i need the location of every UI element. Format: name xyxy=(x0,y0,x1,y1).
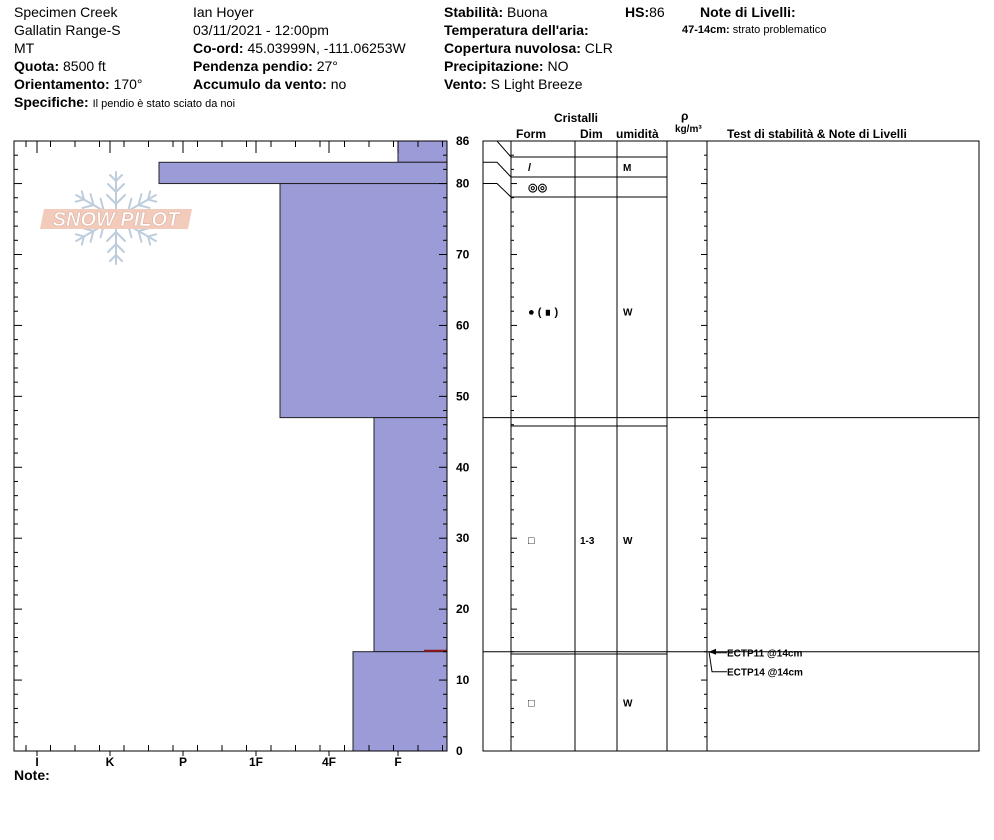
density-unit-header: kg/m³ xyxy=(675,124,702,135)
location-name: Specimen Creek xyxy=(14,4,118,20)
hardness-tick-label: I xyxy=(35,755,39,769)
wind-label: Vento: xyxy=(444,76,487,92)
layer-note-depth: 47-14cm: xyxy=(682,24,730,36)
wind-loading-label: Accumulo da vento: xyxy=(193,76,327,92)
specifics-label: Specifiche: xyxy=(14,94,89,110)
elevation-value: 8500 ft xyxy=(63,58,106,74)
test-arrow-icon xyxy=(709,649,716,655)
depth-tick-label: 10 xyxy=(456,673,470,688)
state-name: MT xyxy=(14,40,35,56)
hardness-layers xyxy=(159,141,447,751)
aspect-value: 170° xyxy=(113,76,143,92)
form-header: Form xyxy=(516,127,546,141)
stability-test-label: ECTP14 @14cm xyxy=(727,667,803,679)
grain-form: □ xyxy=(528,535,535,547)
depth-tick-label: 70 xyxy=(456,247,470,262)
notes-label: Note: xyxy=(14,767,50,783)
crystals-header: Cristalli xyxy=(554,111,599,125)
elevation-label: Quota: xyxy=(14,58,60,74)
aspect-label: Orientamento: xyxy=(14,76,110,92)
moisture-value: W xyxy=(623,698,633,710)
rho-header: ρ xyxy=(681,109,689,123)
hardness-tick-label: K xyxy=(105,755,115,769)
wind-loading-value: no xyxy=(330,76,347,92)
coords-label: Co-ord: xyxy=(193,40,244,56)
moisture-value: W xyxy=(623,536,633,547)
hardness-layer-0 xyxy=(398,141,447,162)
observation-datetime: 03/11/2021 - 12:00pm xyxy=(193,22,329,38)
wind-value: S Light Breeze xyxy=(490,76,583,92)
depth-tick-label: 30 xyxy=(456,531,470,546)
cloud-value: CLR xyxy=(584,40,613,56)
depth-tick-label: 20 xyxy=(456,602,470,617)
hardness-layer-4 xyxy=(353,652,447,751)
grain-form: / xyxy=(528,162,532,174)
layer-note-text: strato problematico xyxy=(732,24,827,36)
depth-tick-label: 40 xyxy=(456,460,470,475)
layer-notes-title: Note di Livelli: xyxy=(700,4,796,20)
grain-form: ● ( ∎ ) xyxy=(528,306,559,319)
stability-value: Buona xyxy=(507,4,548,20)
depth-tick-label: 86 xyxy=(456,134,470,148)
hs-value: 86 xyxy=(649,4,665,20)
depth-tick-label: 0 xyxy=(456,744,463,758)
hardness-layer-2 xyxy=(280,184,447,418)
grain-form: ◎◎ xyxy=(528,182,548,194)
hardness-tick-label: 4F xyxy=(321,755,337,769)
logo-text: SNOW PILOT xyxy=(52,209,180,231)
depth-tick-label: 80 xyxy=(456,176,470,191)
stability-test-label: ECTP11 @14cm xyxy=(727,648,803,660)
slope-label: Pendenza pendio: xyxy=(193,58,313,74)
observer-name: Ian Hoyer xyxy=(193,4,254,20)
hardness-tick-label: 1F xyxy=(248,755,264,769)
hardness-tick-label: F xyxy=(394,755,402,769)
coords-value: 45.03999N, -111.06253W xyxy=(247,40,406,56)
precip-value: NO xyxy=(547,58,569,74)
slope-value: 27° xyxy=(316,58,338,74)
moisture-value: W xyxy=(623,307,633,319)
moisture-value: M xyxy=(623,163,632,174)
row-connector xyxy=(483,162,511,177)
stability-notes-header: Test di stabilità & Note di Livelli xyxy=(727,127,907,141)
row-connector xyxy=(483,141,511,157)
specifics-value: Il pendio è stato sciato da noi xyxy=(92,98,236,110)
depth-tick-label: 60 xyxy=(456,318,470,333)
grain-form: □ xyxy=(528,697,535,710)
depth-tick-label: 50 xyxy=(456,389,470,404)
size-header: Dim xyxy=(580,127,603,141)
range-name: Gallatin Range-S xyxy=(14,22,121,38)
layer-table xyxy=(483,141,979,751)
grain-size: 1-3 xyxy=(580,536,595,547)
snowpilot-logo xyxy=(40,172,192,264)
hardness-layer-1 xyxy=(159,162,447,183)
precip-label: Precipitazione: xyxy=(444,58,544,74)
cloud-label: Copertura nuvolosa: xyxy=(444,40,581,56)
air-temp-label: Temperatura dell'aria: xyxy=(444,22,589,38)
stability-label: Stabilità: xyxy=(444,4,504,20)
moisture-header: umidità xyxy=(616,127,659,141)
hs-label: HS: xyxy=(625,4,650,20)
row-connector xyxy=(483,184,511,197)
test-pointer xyxy=(709,652,727,672)
hardness-tick-label: P xyxy=(178,755,188,769)
hardness-layer-3 xyxy=(374,418,447,652)
